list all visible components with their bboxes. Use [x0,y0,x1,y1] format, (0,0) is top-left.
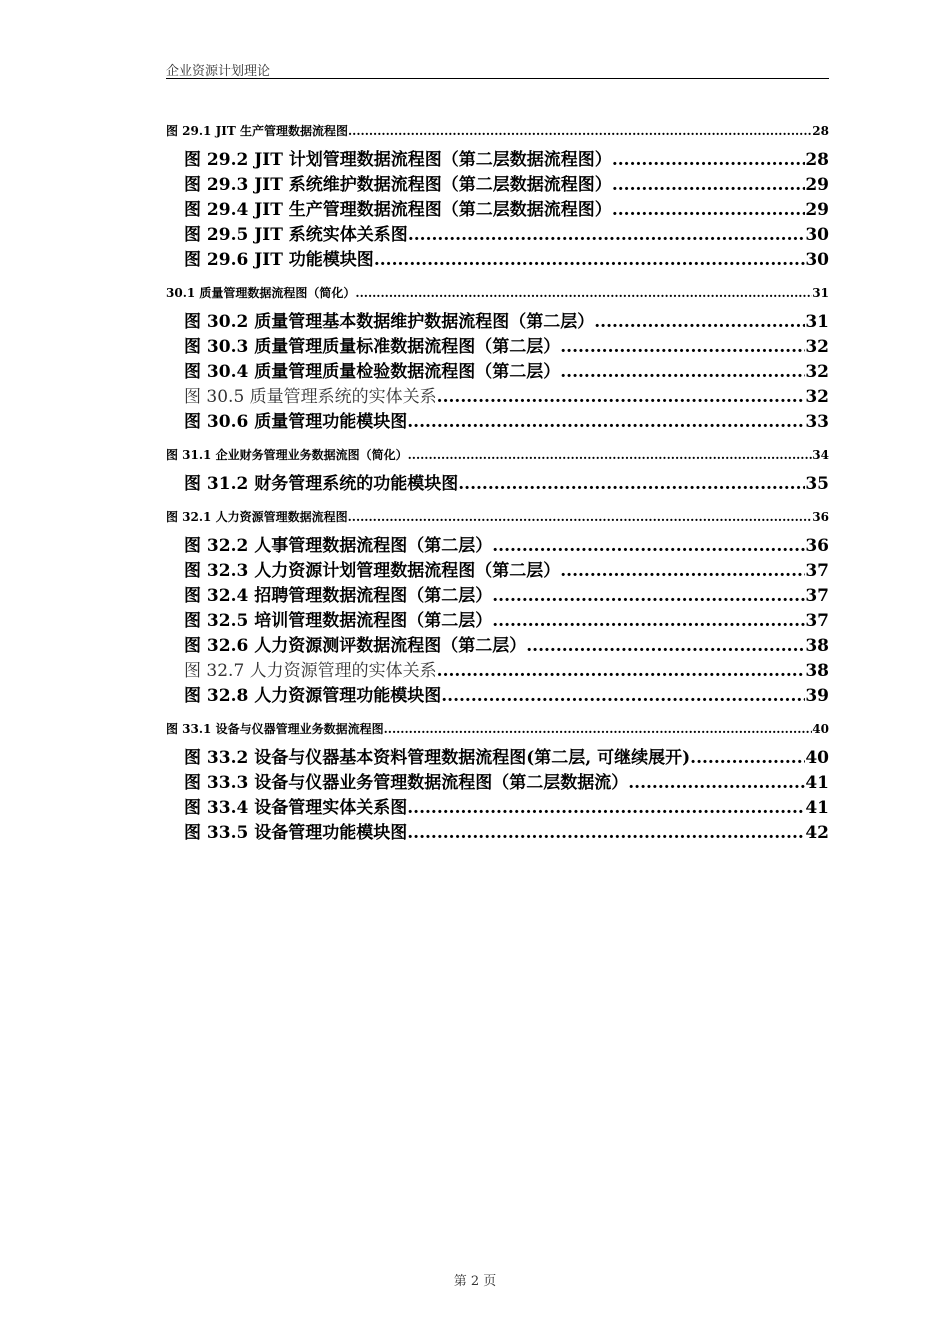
toc-entry[interactable] [166,223,829,248]
toc-entry-label: 图 30.4 质量管理质量检验数据流程图（第二层） [184,362,561,382]
toc-entry-label: 图 33.1 设备与仪器管理业务数据流程图 [166,722,384,736]
toc-entry[interactable] [166,506,829,528]
toc-entry[interactable] [166,659,829,684]
page-number: 第 2 页 [453,1274,497,1289]
toc-leader-dots [407,821,805,846]
toc-entry[interactable] [166,198,829,223]
toc-entry-label: 图 32.7 人力资源管理的实体关系 [184,661,437,681]
toc-entry-label: 图 32.3 人力资源计划管理数据流程图（第二层） [184,561,561,581]
toc-leader-dots [612,198,806,223]
toc-entry-page: 31 [812,286,829,300]
toc-entry-label: 30.1 质量管理数据流程图（简化） [166,286,356,300]
toc-leader-dots [492,584,805,609]
toc-leader-dots [407,796,805,821]
toc-entry-page: 33 [805,412,829,432]
toc-entry[interactable] [166,120,829,142]
toc-leader-dots [560,335,805,360]
toc-entry[interactable] [166,335,829,360]
toc-entry-label: 图 29.3 JIT 系统维护数据流程图（第二层数据流程图） [184,175,612,195]
toc-entry[interactable] [166,634,829,659]
table-of-figures [166,120,829,846]
toc-entry-label: 图 33.5 设备管理功能模块图 [184,823,408,843]
toc-entry-label: 图 30.5 质量管理系统的实体关系 [184,387,437,407]
toc-entry[interactable] [166,385,829,410]
toc-entry[interactable] [166,444,829,466]
toc-entry[interactable] [166,771,829,796]
toc-entry-label: 图 32.5 培训管理数据流程图（第二层） [184,611,493,631]
toc-entry-page: 31 [805,312,829,332]
toc-entry-page: 34 [812,448,829,462]
toc-entry-label: 图 31.2 财务管理系统的功能模块图 [184,474,459,494]
toc-entry-page: 36 [812,510,829,524]
toc-entry-page: 36 [805,536,829,556]
toc-entry-page: 28 [812,124,829,138]
toc-entry[interactable] [166,360,829,385]
toc-entry-label: 图 32.4 招聘管理数据流程图（第二层） [184,586,493,606]
toc-entry[interactable] [166,718,829,740]
toc-entry-label: 图 29.2 JIT 计划管理数据流程图（第二层数据流程图） [184,150,612,170]
toc-entry-page: 29 [805,175,829,195]
toc-entry-page: 32 [805,362,829,382]
toc-entry[interactable] [166,746,829,771]
toc-entry-label: 图 32.6 人力资源测评数据流程图（第二层） [184,636,527,656]
toc-entry-label: 图 30.3 质量管理质量标准数据流程图（第二层） [184,337,561,357]
toc-entry[interactable] [166,173,829,198]
toc-leader-dots [690,746,805,771]
toc-leader-dots [355,282,812,304]
toc-leader-dots [437,385,806,410]
toc-entry[interactable] [166,248,829,273]
toc-entry-label: 图 33.4 设备管理实体关系图 [184,798,408,818]
toc-entry-page: 32 [805,387,829,407]
toc-leader-dots [560,360,805,385]
toc-entry-page: 29 [805,200,829,220]
toc-entry[interactable] [166,472,829,497]
toc-leader-dots [348,120,812,142]
toc-leader-dots [526,634,805,659]
toc-leader-dots [492,609,805,634]
toc-entry-page: 28 [805,150,829,170]
toc-leader-dots [560,559,805,584]
toc-entry-label: 图 29.4 JIT 生产管理数据流程图（第二层数据流程图） [184,200,612,220]
toc-leader-dots [492,534,805,559]
toc-entry-label: 图 30.2 质量管理基本数据维护数据流程图（第二层） [184,312,595,332]
toc-entry-label: 图 33.3 设备与仪器业务管理数据流程图（第二层数据流） [184,773,629,793]
running-header: 企业资源计划理论 [166,64,271,79]
toc-entry-page: 35 [805,474,829,494]
toc-entry-page: 41 [805,773,829,793]
toc-entry-page: 32 [805,337,829,357]
toc-entry-page: 42 [805,823,829,843]
toc-entry-page: 40 [805,748,829,768]
toc-entry-label: 图 31.1 企业财务管理业务数据流图（简化） [166,448,408,462]
toc-leader-dots [408,444,813,466]
toc-leader-dots [384,718,813,740]
toc-leader-dots [408,223,806,248]
toc-entry-label: 图 32.1 人力资源管理数据流程图 [166,510,348,524]
toc-entry-label: 图 29.1 JIT 生产管理数据流程图 [166,124,348,138]
toc-entry-page: 40 [812,722,829,736]
toc-entry[interactable] [166,821,829,846]
toc-entry-label: 图 30.6 质量管理功能模块图 [184,412,408,432]
toc-leader-dots [374,248,806,273]
toc-entry[interactable] [166,410,829,435]
toc-entry-label: 图 32.2 人事管理数据流程图（第二层） [184,536,493,556]
toc-leader-dots [407,410,805,435]
toc-entry[interactable] [166,148,829,173]
toc-entry-page: 30 [805,250,829,270]
toc-entry[interactable] [166,310,829,335]
toc-entry-page: 37 [805,586,829,606]
toc-entry-page: 39 [805,686,829,706]
toc-leader-dots [612,148,806,173]
toc-entry[interactable] [166,584,829,609]
toc-entry[interactable] [166,534,829,559]
toc-entry-page: 41 [805,798,829,818]
toc-leader-dots [437,659,806,684]
toc-entry-page: 38 [805,661,829,681]
toc-entry-page: 37 [805,561,829,581]
toc-entry-label: 图 29.5 JIT 系统实体关系图 [184,225,408,245]
toc-entry[interactable] [166,609,829,634]
toc-entry[interactable] [166,796,829,821]
toc-leader-dots [458,472,805,497]
toc-entry-label: 图 29.6 JIT 功能模块图 [184,250,374,270]
toc-leader-dots [348,506,813,528]
toc-leader-dots [612,173,806,198]
toc-entry-page: 30 [805,225,829,245]
toc-leader-dots [628,771,805,796]
toc-entry[interactable] [166,684,829,709]
toc-entry[interactable] [166,559,829,584]
toc-entry-label: 图 32.8 人力资源管理功能模块图 [184,686,442,706]
header-rule [166,78,829,79]
toc-entry-page: 37 [805,611,829,631]
toc-leader-dots [441,684,805,709]
toc-leader-dots [594,310,805,335]
toc-entry-label: 图 33.2 设备与仪器基本资料管理数据流程图(第二层, 可继续展开) [184,748,691,768]
toc-entry[interactable] [166,282,829,304]
toc-entry-page: 38 [805,636,829,656]
